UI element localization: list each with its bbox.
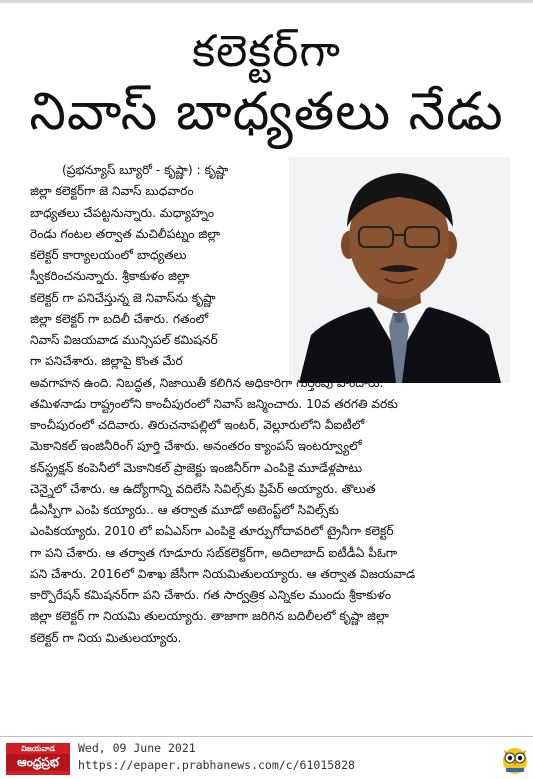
logo-edition-label: విజయవాడ (21, 744, 55, 753)
article-line: ఎంపికయ్యారు. 2010 లో ఐఏఎస్‌గా ఎంపికై తూర్పుగోదావరిలో ట్రైనీగా కలెక్టర్ (30, 524, 394, 539)
article-line: స్వీకరించనున్నారు. శ్రీకాకుళం జిల్లా (30, 269, 190, 284)
article-line: రెండు గంటల తర్వాత మచిలీపట్నం జిల్లా (30, 226, 221, 241)
headline-line-1: కలెక్టర్‌గా (192, 26, 341, 77)
article-line: గా పనిచేశారు. జిల్లాపై కొంత మేర (30, 354, 183, 369)
logo-masthead-label: ఆంధ్రప్రభ (6, 754, 70, 771)
article-line: గా పని చేశారు. ఆ తర్వాత గూడూరు సబ్‌కలెక్టర్‌గా, అదిలాబాద్ ఐటీడీఏ పీఓగా (30, 545, 398, 560)
article-line: కలెక్టర్ కార్యాలయంలో బాధ్యతలు (30, 248, 187, 262)
epaper-link[interactable]: https://epaper.prabhanews.com/c/61015828 (78, 758, 355, 772)
article-line: జిల్లా కలెక్టర్ గా నియమి తులయ్యారు. తాజాగా జరిగిన బదిలీలలో కృష్ణా జిల్లా (30, 609, 389, 624)
top-rule (0, 0, 533, 3)
article-line: అవగాహన ఉంది. నిబద్ధత, నిజాయితీ కలిగిన అధికారిగా గుర్తింపు పొందారు. (30, 375, 384, 390)
article-line: జిల్లా కలెక్టర్ గా బదిలీ చేశారు. గతంలో (30, 311, 209, 326)
article-line: బాధ్యతలు చేపట్టనున్నారు. మధ్యాహ్నం (30, 205, 215, 220)
article-line: మెకానికల్ ఇంజినీరింగ్ పూర్తి చేశారు. అనంతరం క్యాంపస్ ఇంటర్వ్యూలో (30, 439, 362, 454)
article-line: కలెక్టర్ గా నియ మితులయ్యారు. (30, 630, 182, 645)
owl-mascot-icon (500, 741, 530, 775)
article-body (30, 160, 510, 649)
article-line: కార్పొరేషన్ కమిషనర్‌గా పని చేశారు. గత సార్వత్రిక ఎన్నికల ముందు శ్రీకాకుళం (30, 588, 392, 602)
headline-line-2: నివాస్ బాధ్యతలు నేడు (29, 82, 504, 142)
footer-bar (0, 736, 533, 779)
andhra-prabha-logo (6, 743, 70, 775)
article-line: నివాస్ విజయవాడ మున్సిపల్ కమిషనర్ (30, 333, 218, 347)
article-line: డీఎస్పీగా ఎంపి కయ్యారు.. ఆ తర్వాత మూడో అటెంప్ట్‌లో సివిల్స్‌కు (30, 503, 339, 517)
article-line: కలెక్టర్ గా పనిచేస్తున్న జె నివాస్‌ను కృష్ణా (30, 290, 216, 305)
article-line: (ప్రభన్యూస్ బ్యూరో - కృష్ణా) : కృష్ణా (62, 163, 229, 177)
publication-date: Wed, 09 June 2021 (78, 741, 196, 755)
article-line: తమిళనాడు రాష్ట్రంలోని కాంచీపురంలో నివాస్ జన్మించారు. 10వ తరగతి వరకు (30, 396, 398, 411)
article-line: కన్‌స్ట్రక్షన్ కంపెనీలో మెకానికల్ ప్రాజెక్టు ఇంజినీర్‌గా ఎంపికై మూడేళ్లపాటు (30, 460, 363, 475)
article-line: చెన్నైలో చేశారు. ఆ ఉద్యోగాన్ని వదిలేసి సివిల్స్‌కు ప్రిపేర్ అయ్యారు. తొలుత (30, 481, 376, 496)
article-line: పని చేశారు. 2016లో విశాఖ జేసీగా నియమితులయ్యారు. ఆ తర్వాత విజయవాడ (30, 566, 416, 581)
article-line: జిల్లా కలెక్టర్‌గా జె నివాస్ బుధవారం (30, 184, 194, 199)
article-line: కాంచీపురంలో చదివారు. తిరుచనాపల్లిలో ఇంటర్, వెల్లూరులోని వీఐటీలో (30, 418, 365, 432)
